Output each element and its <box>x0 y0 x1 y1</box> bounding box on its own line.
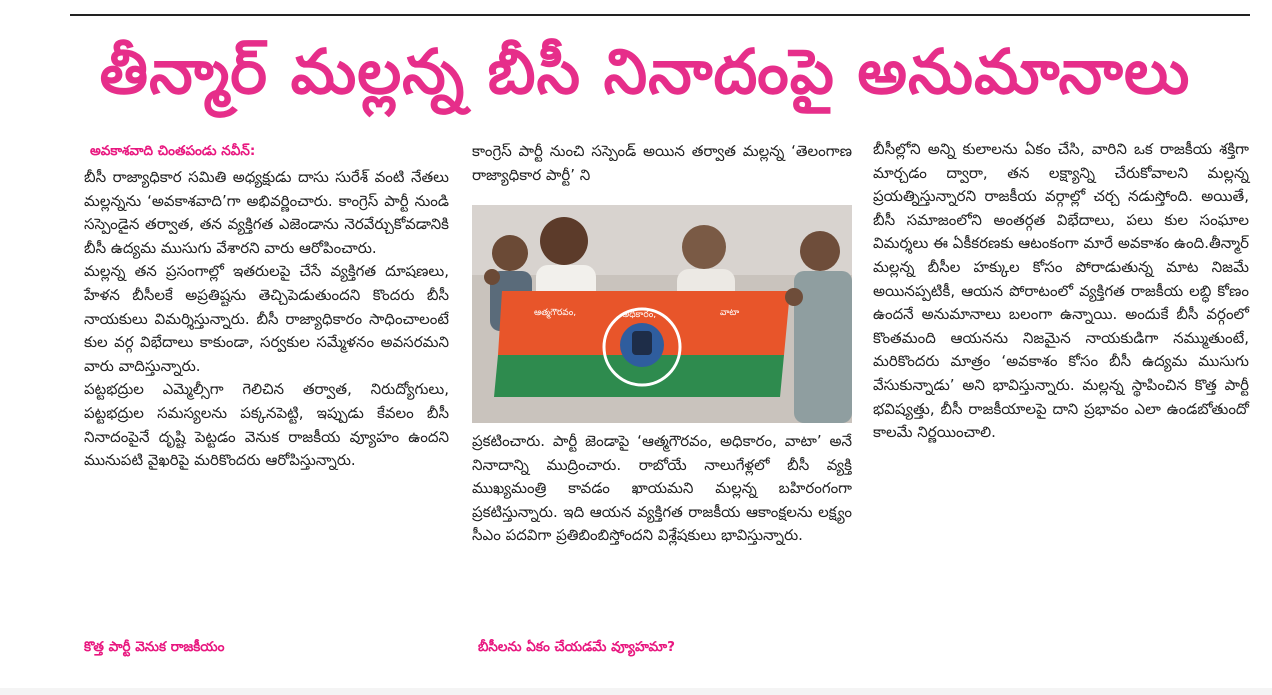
column-3 <box>873 138 1249 445</box>
column-2 <box>472 140 852 545</box>
headline: తీన్మార్ మల్లన్న బీసీ నినాదంపై అనుమానాలు <box>99 35 1191 108</box>
subhead-opportunist: అవకాశవాది చింతపండు నవీన్: <box>90 143 256 159</box>
col3-para-1: బీసీల్లోని అన్ని కులాలను ఏకం చేసి, వారిని ఒక రాజకీయ శక్తిగా మార్చడం ద్వారా, తన లక్ష్యాన్ని చేరుకోవాలని మల్లన్న ప్రయత్నిస్తున్నారని రాజకీయ వర్గాల్లో చర్చ నడుస్తోంది. అయితే, బీసీ సమాజంలోని అంతర్గత విభేదాలు, పలు కుల సంఘాల విమర్శలు ఈ ఏకీకరణకు ఆటంకంగా మారే అవకాశం ఉంది.తీన్మార్ మల్లన్న బీసీల హక్కుల కోసం పోరాడుతున్న మాట నిజమే అయినప్పటికీ, ఆయన పోరాటంలో వ్యక్తిగత రాజకీయ లబ్ధి కోణం ఉందనే అనుమానాలు బలంగా ఉన్నాయి. అందుకే బీసీ వర్గంలో కొంతమంది ఆయనను నిజమైన నాయకుడిగా నమ్ముతుంటే, మరికొందరు మాత్రం ‘అవకాశం కోసం బీసీ ఉద్యమ ముసుగు వేసుకున్నాడు’ అని భావిస్తున్నారు. మల్లన్న స్థాపించిన కొత్త పార్టీ భవిష్యత్తు, బీసీ రాజకీయాలపై దాని ప్రభావం ఎలా ఉండబోతుందో కాలమే నిర్ణయించాలి. <box>873 140 1249 442</box>
col2-lower: ప్రకటించారు. పార్టీ జెండాపై ‘ఆత్మగౌరవం, అధికారం, వాటా’ అనే నినాదాన్ని ముద్రించారు. రాబోయే నాలుగేళ్లలో బీసీ వ్యక్తి ముఖ్యమంత్రి కావడం ఖాయమని మల్లన్న బహిరంగంగా ప్రకటిస్తున్నారు. ఇది ఆయన వ్యక్తిగత రాజకీయ ఆకాంక్షలను లక్ష్యం సీఎం పదవిగా ప్రతిబింబిస్తోందని విశ్లేషకులు భావిస్తున్నారు. <box>472 432 852 545</box>
thumb-right <box>785 288 803 306</box>
flag-text-mid: అధికారం, <box>622 310 657 320</box>
subhead-new-party: కొత్త పార్టీ వెనుక రాజకీయం <box>84 639 225 655</box>
flag-text-right: వాటా <box>720 308 740 318</box>
col2-upper: కాంగ్రెస్ పార్టీ నుంచి సస్పెండ్ అయిన తర్వాత మల్లన్న ‘తెలంగాణ రాజ్యాధికార పార్టీ’ ని <box>472 142 852 184</box>
col1-para-3: పట్టభద్రుల ఎమ్మెల్సీగా గెలిచిన తర్వాత, నిరుద్యోగులు, పట్టభద్రుల సమస్యలను పక్కనపెట్టి, ఇప్పుడు కేవలం బీసీ నినాదంపైనే దృష్టి పెట్టడం వెనుక రాజకీయ వ్యూహం ఉందని మునుపటి వైఖరిపై మరికొందరు ఆరోపిస్తున్నారు. <box>84 380 449 470</box>
news-photo <box>472 205 852 423</box>
column-1 <box>84 140 449 473</box>
thumb-left <box>484 269 500 285</box>
bottom-edge <box>0 688 1272 695</box>
col1-para-2: మల్లన్న తన ప్రసంగాల్లో ఇతరులపై చేసే వ్యక్తిగత దూషణలు, హేళన బీసీలకే అప్రతిష్టను తెచ్చిపెడుతుందని కొందరు బీసీ నాయకులు విమర్శిస్తున్నారు. బీసీ రాజ్యాధికారం సాధించాలంటే కుల వర్గ విభేదాలు కాకుండా, సర్వకుల సమ్మేళనం అవసరమని వారు వాదిస్తున్నారు. <box>84 262 449 375</box>
top-rule <box>70 14 1250 16</box>
fist-icon <box>632 331 652 355</box>
backdrop <box>472 205 852 275</box>
subhead-strategy: బీసీలను ఏకం చేయడమే వ్యూహమా? <box>478 639 675 655</box>
flag-text-left: ఆత్మగౌరవం, <box>534 308 577 318</box>
col1-para-1: బీసీ రాజ్యాధికార సమితి అధ్యక్షుడు దాసు సురేశ్ వంటి నేతలు మల్లన్నను ‘అవకాశవాది’గా అభివర్ణించారు. కాంగ్రెస్ పార్టీ నుండి సస్పెండైన తర్వాత, తన వ్యక్తిగత ఎజెండాను నెరవేర్చుకోవడానికి బీసీ ఉద్యమ ముసుగు వేశారని వారు ఆరోపించారు. <box>84 168 449 257</box>
party-flag <box>494 291 790 397</box>
